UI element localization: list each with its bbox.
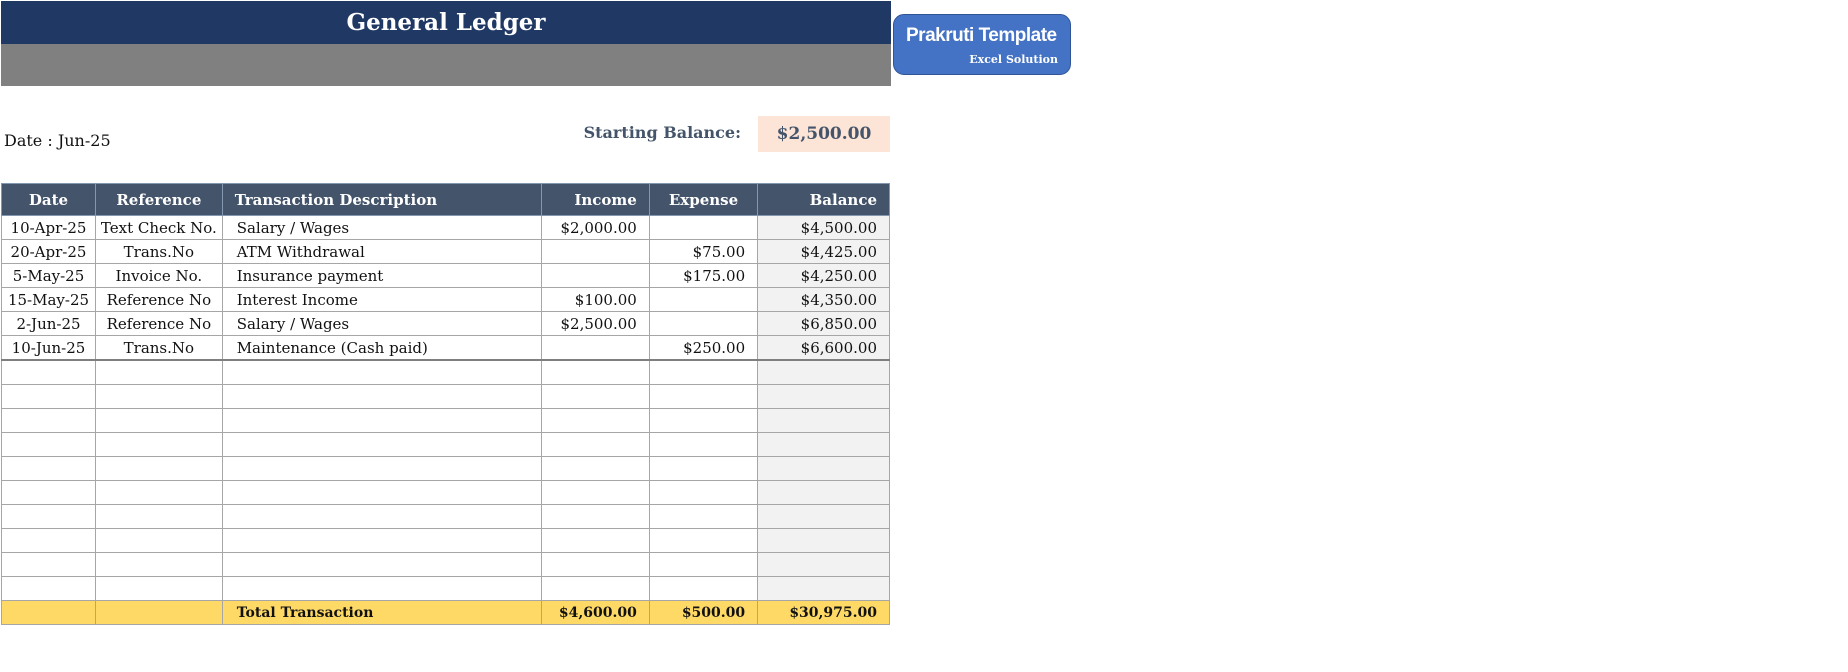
cell-date[interactable]: 2-Jun-25 [2,312,96,336]
empty-cell[interactable] [541,577,649,601]
cell-balance[interactable]: $6,600.00 [758,336,890,361]
cell-income[interactable] [541,240,649,264]
ledger-title-bar [1,1,891,44]
cell-expense[interactable]: $250.00 [649,336,757,361]
empty-cell[interactable] [222,481,541,505]
empty-balance-cell[interactable] [758,577,890,601]
empty-row [2,505,890,529]
cell-description[interactable]: Salary / Wages [222,216,541,240]
empty-cell[interactable] [2,553,96,577]
date-label: Date : Jun-25 [4,131,111,150]
empty-cell[interactable] [649,481,757,505]
empty-cell[interactable] [96,529,223,553]
empty-cell[interactable] [222,577,541,601]
table-row [2,264,890,288]
empty-cell[interactable] [649,529,757,553]
empty-cell[interactable] [649,577,757,601]
empty-cell[interactable] [222,553,541,577]
table-row [2,216,890,240]
starting-balance-value[interactable]: $2,500.00 [758,116,890,152]
empty-cell[interactable] [96,577,223,601]
total-empty-cell[interactable] [96,601,223,625]
cell-balance[interactable]: $4,350.00 [758,288,890,312]
empty-cell[interactable] [2,481,96,505]
cell-description[interactable]: ATM Withdrawal [222,240,541,264]
cell-expense[interactable]: $175.00 [649,264,757,288]
cell-description[interactable]: Salary / Wages [222,312,541,336]
empty-cell[interactable] [222,433,541,457]
cell-description[interactable]: Interest Income [222,288,541,312]
cell-reference[interactable]: Trans.No [96,240,223,264]
ledger-subheader-bar [1,44,891,86]
empty-row [2,360,890,385]
empty-cell[interactable] [649,385,757,409]
cell-reference[interactable]: Text Check No. [96,216,223,240]
empty-cell[interactable] [96,385,223,409]
empty-cell[interactable] [541,457,649,481]
ledger-title: General Ledger [346,9,546,36]
empty-cell[interactable] [222,409,541,433]
empty-cell[interactable] [96,481,223,505]
empty-cell[interactable] [2,433,96,457]
table-row [2,312,890,336]
empty-cell[interactable] [96,553,223,577]
empty-balance-cell[interactable] [758,360,890,385]
column-header-reference[interactable]: Reference [96,184,223,216]
empty-balance-cell[interactable] [758,481,890,505]
empty-row [2,529,890,553]
cell-reference[interactable]: Invoice No. [96,264,223,288]
empty-row [2,457,890,481]
logo-main-text: Prakruti Template [906,25,1057,46]
cell-date[interactable]: 20-Apr-25 [2,240,96,264]
table-header-row [2,184,890,216]
brand-logo [893,14,1071,75]
empty-cell[interactable] [649,433,757,457]
table-row [2,240,890,264]
cell-date[interactable]: 10-Jun-25 [2,336,96,361]
empty-cell[interactable] [649,505,757,529]
cell-balance[interactable]: $4,425.00 [758,240,890,264]
total-row [2,601,890,625]
cell-description[interactable]: Insurance payment [222,264,541,288]
ledger-table [1,183,890,625]
empty-cell[interactable] [96,360,223,385]
empty-row [2,577,890,601]
empty-cell[interactable] [2,457,96,481]
column-header-date[interactable]: Date [2,184,96,216]
empty-row [2,481,890,505]
total-label[interactable]: Total Transaction [222,601,541,625]
empty-cell[interactable] [96,457,223,481]
empty-balance-cell[interactable] [758,433,890,457]
empty-cell[interactable] [96,433,223,457]
logo-sub-text: Excel Solution [969,53,1058,66]
empty-cell[interactable] [541,385,649,409]
column-header-description[interactable]: Transaction Description [222,184,541,216]
empty-balance-cell[interactable] [758,553,890,577]
empty-cell[interactable] [96,505,223,529]
empty-cell[interactable] [2,409,96,433]
cell-date[interactable]: 5-May-25 [2,264,96,288]
cell-expense[interactable] [649,216,757,240]
empty-balance-cell[interactable] [758,529,890,553]
cell-income[interactable]: $100.00 [541,288,649,312]
cell-reference[interactable]: Reference No [96,288,223,312]
cell-income[interactable]: $2,500.00 [541,312,649,336]
empty-row [2,433,890,457]
empty-balance-cell[interactable] [758,457,890,481]
total-balance[interactable]: $30,975.00 [758,601,890,625]
total-income[interactable]: $4,600.00 [541,601,649,625]
cell-balance[interactable]: $6,850.00 [758,312,890,336]
empty-cell[interactable] [2,505,96,529]
cell-income[interactable] [541,264,649,288]
empty-cell[interactable] [541,505,649,529]
cell-balance[interactable]: $4,500.00 [758,216,890,240]
empty-cell[interactable] [541,481,649,505]
empty-balance-cell[interactable] [758,505,890,529]
empty-cell[interactable] [2,529,96,553]
empty-balance-cell[interactable] [758,385,890,409]
empty-cell[interactable] [222,505,541,529]
cell-reference[interactable]: Trans.No [96,336,223,361]
empty-cell[interactable] [222,360,541,385]
cell-balance[interactable]: $4,250.00 [758,264,890,288]
empty-balance-cell[interactable] [758,409,890,433]
empty-cell[interactable] [649,409,757,433]
empty-row [2,409,890,433]
empty-cell[interactable] [649,457,757,481]
empty-cell[interactable] [541,433,649,457]
starting-balance-label: Starting Balance: [583,123,741,142]
cell-expense[interactable] [649,288,757,312]
cell-income[interactable] [541,336,649,361]
column-header-balance[interactable]: Balance [758,184,890,216]
empty-cell[interactable] [2,577,96,601]
column-header-expense[interactable]: Expense [649,184,757,216]
empty-row [2,553,890,577]
column-header-income[interactable]: Income [541,184,649,216]
empty-cell[interactable] [541,409,649,433]
total-empty-cell[interactable] [2,601,96,625]
empty-cell[interactable] [541,529,649,553]
cell-expense[interactable]: $75.00 [649,240,757,264]
empty-cell[interactable] [222,385,541,409]
cell-description[interactable]: Maintenance (Cash paid) [222,336,541,361]
empty-cell[interactable] [541,553,649,577]
empty-cell[interactable] [222,529,541,553]
cell-expense[interactable] [649,312,757,336]
empty-cell[interactable] [2,360,96,385]
empty-row [2,385,890,409]
empty-cell[interactable] [2,385,96,409]
cell-date[interactable]: 10-Apr-25 [2,216,96,240]
cell-reference[interactable]: Reference No [96,312,223,336]
empty-cell[interactable] [541,360,649,385]
table-row [2,336,890,361]
empty-cell[interactable] [222,457,541,481]
empty-cell[interactable] [96,409,223,433]
total-expense[interactable]: $500.00 [649,601,757,625]
table-row [2,288,890,312]
cell-date[interactable]: 15-May-25 [2,288,96,312]
cell-income[interactable]: $2,000.00 [541,216,649,240]
empty-cell[interactable] [649,360,757,385]
empty-cell[interactable] [649,553,757,577]
